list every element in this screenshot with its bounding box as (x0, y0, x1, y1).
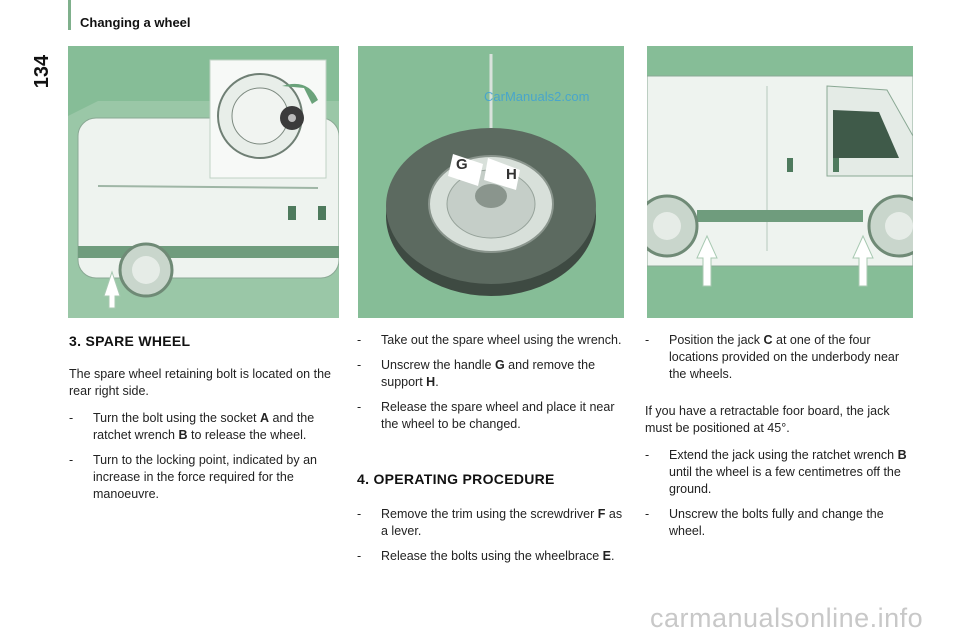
bullet-dash: - (357, 400, 362, 414)
watermark-bottom: carmanualsonline.info (650, 603, 924, 633)
list-text: Release the spare wheel and place it near the wheel to be changed. (381, 400, 615, 431)
list-item (357, 357, 627, 391)
label-g: G (456, 156, 468, 173)
list-item (69, 452, 339, 503)
list-text: Unscrew the bolts fully and change the wheel. (669, 507, 884, 538)
list-text: Unscrew the handle (381, 358, 495, 372)
list-text: and remove the support (381, 358, 596, 389)
spare-wheel-illustration (358, 46, 624, 318)
bullet-dash: - (357, 358, 362, 372)
list-text: Release the bolts using the wheelbrace (381, 549, 603, 563)
figure-spare-wheel (358, 46, 624, 318)
bullet-dash: - (69, 453, 74, 467)
key-letter: E (602, 549, 612, 563)
key-letter: B (178, 428, 188, 442)
list-item (645, 506, 915, 540)
key-letter: H (426, 375, 436, 389)
list-item (357, 548, 627, 565)
list-item (357, 332, 627, 349)
column-jack (645, 332, 915, 548)
list-text: Turn the bolt using the socket (93, 411, 260, 425)
bullet-dash: - (645, 507, 650, 521)
list-text: and the ratchet wrench (93, 411, 315, 442)
key-letter: A (260, 411, 270, 425)
bullet-dash: - (357, 549, 362, 563)
label-h: H (506, 166, 517, 183)
bullet-dash: - (357, 333, 362, 347)
list-text: until the wheel is a few centimetres off the ground. (669, 465, 901, 496)
list-item (357, 506, 627, 540)
list-item (357, 399, 627, 433)
key-letter: G (494, 358, 505, 372)
spare-wheel-intro: The spare wheel retaining bolt is located on the rear right side. (69, 367, 331, 398)
page-header-title: Changing a wheel (80, 15, 191, 30)
list-text: . (435, 375, 439, 389)
key-letter: B (897, 448, 907, 462)
list-text: Extend the jack using the ratchet wrench (669, 448, 898, 462)
bullet-dash: - (69, 411, 74, 425)
column-operating-procedure (357, 332, 627, 573)
key-letter: C (763, 333, 773, 347)
list-text: . (611, 549, 615, 563)
jack-intro: If you have a retractable foor board, the jack must be positioned at 45°. (645, 404, 890, 435)
list-text: Remove the trim using the screwdriver (381, 507, 598, 521)
list-item (69, 410, 339, 444)
section-heading-spare-wheel: 3. SPARE WHEEL (69, 333, 191, 349)
list-text: Take out the spare wheel using the wrench. (381, 333, 622, 347)
van-side-illustration (647, 46, 913, 318)
bullet-dash: - (357, 507, 362, 521)
key-letter: F (597, 507, 606, 521)
list-text: Position the jack (669, 333, 764, 347)
section-heading-operating-procedure: 4. OPERATING PROCEDURE (357, 471, 555, 487)
bullet-dash: - (645, 448, 650, 462)
list-text: to release the wheel. (187, 428, 307, 442)
header-accent-bar (68, 0, 71, 30)
list-text: at one of the four locations provided on the underbody near the wheels. (669, 333, 900, 381)
figure-jack-points (647, 46, 913, 318)
page-number: 134 (31, 54, 54, 89)
bullet-dash: - (645, 333, 650, 347)
list-text: Turn to the locking point, indicated by an increase in the force required for the manoeuvre. (93, 453, 317, 501)
list-text: as a lever. (381, 507, 623, 538)
watermark-top: CarManuals2.com (484, 89, 590, 104)
list-item (645, 332, 915, 383)
figure-spare-wheel-bolt (68, 46, 339, 318)
list-item (645, 447, 915, 498)
van-rear-illustration (68, 46, 339, 318)
column-spare-wheel (69, 333, 339, 511)
